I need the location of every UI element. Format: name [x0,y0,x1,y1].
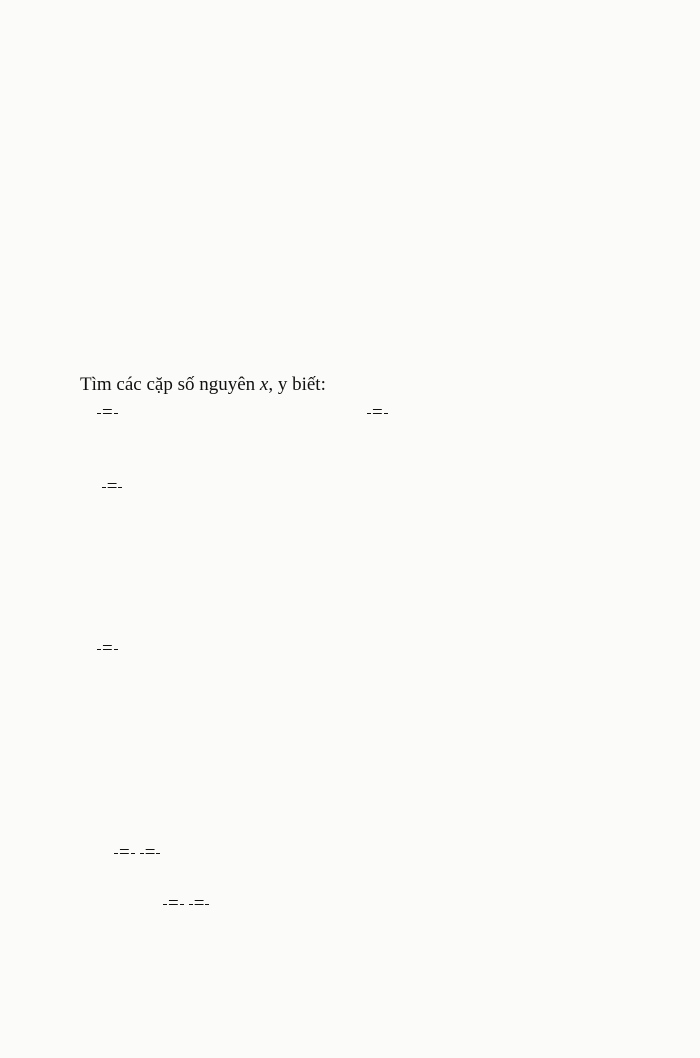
problem-15 [78,716,99,738]
p15-line-y: = = [162,893,213,915]
p15-given [118,790,123,812]
p14-solution-a: = [96,476,127,498]
p14-part-b: = [366,402,389,424]
p15-line-x: = = [96,842,164,864]
problem-task: Tìm các cặp số nguyên x, y biết: [80,374,326,395]
p14-solution-b: = [96,638,119,660]
p14-part-a: = [96,402,127,424]
problem-12 [80,114,100,136]
problem-13 [80,243,100,265]
problem-14 [80,374,326,396]
